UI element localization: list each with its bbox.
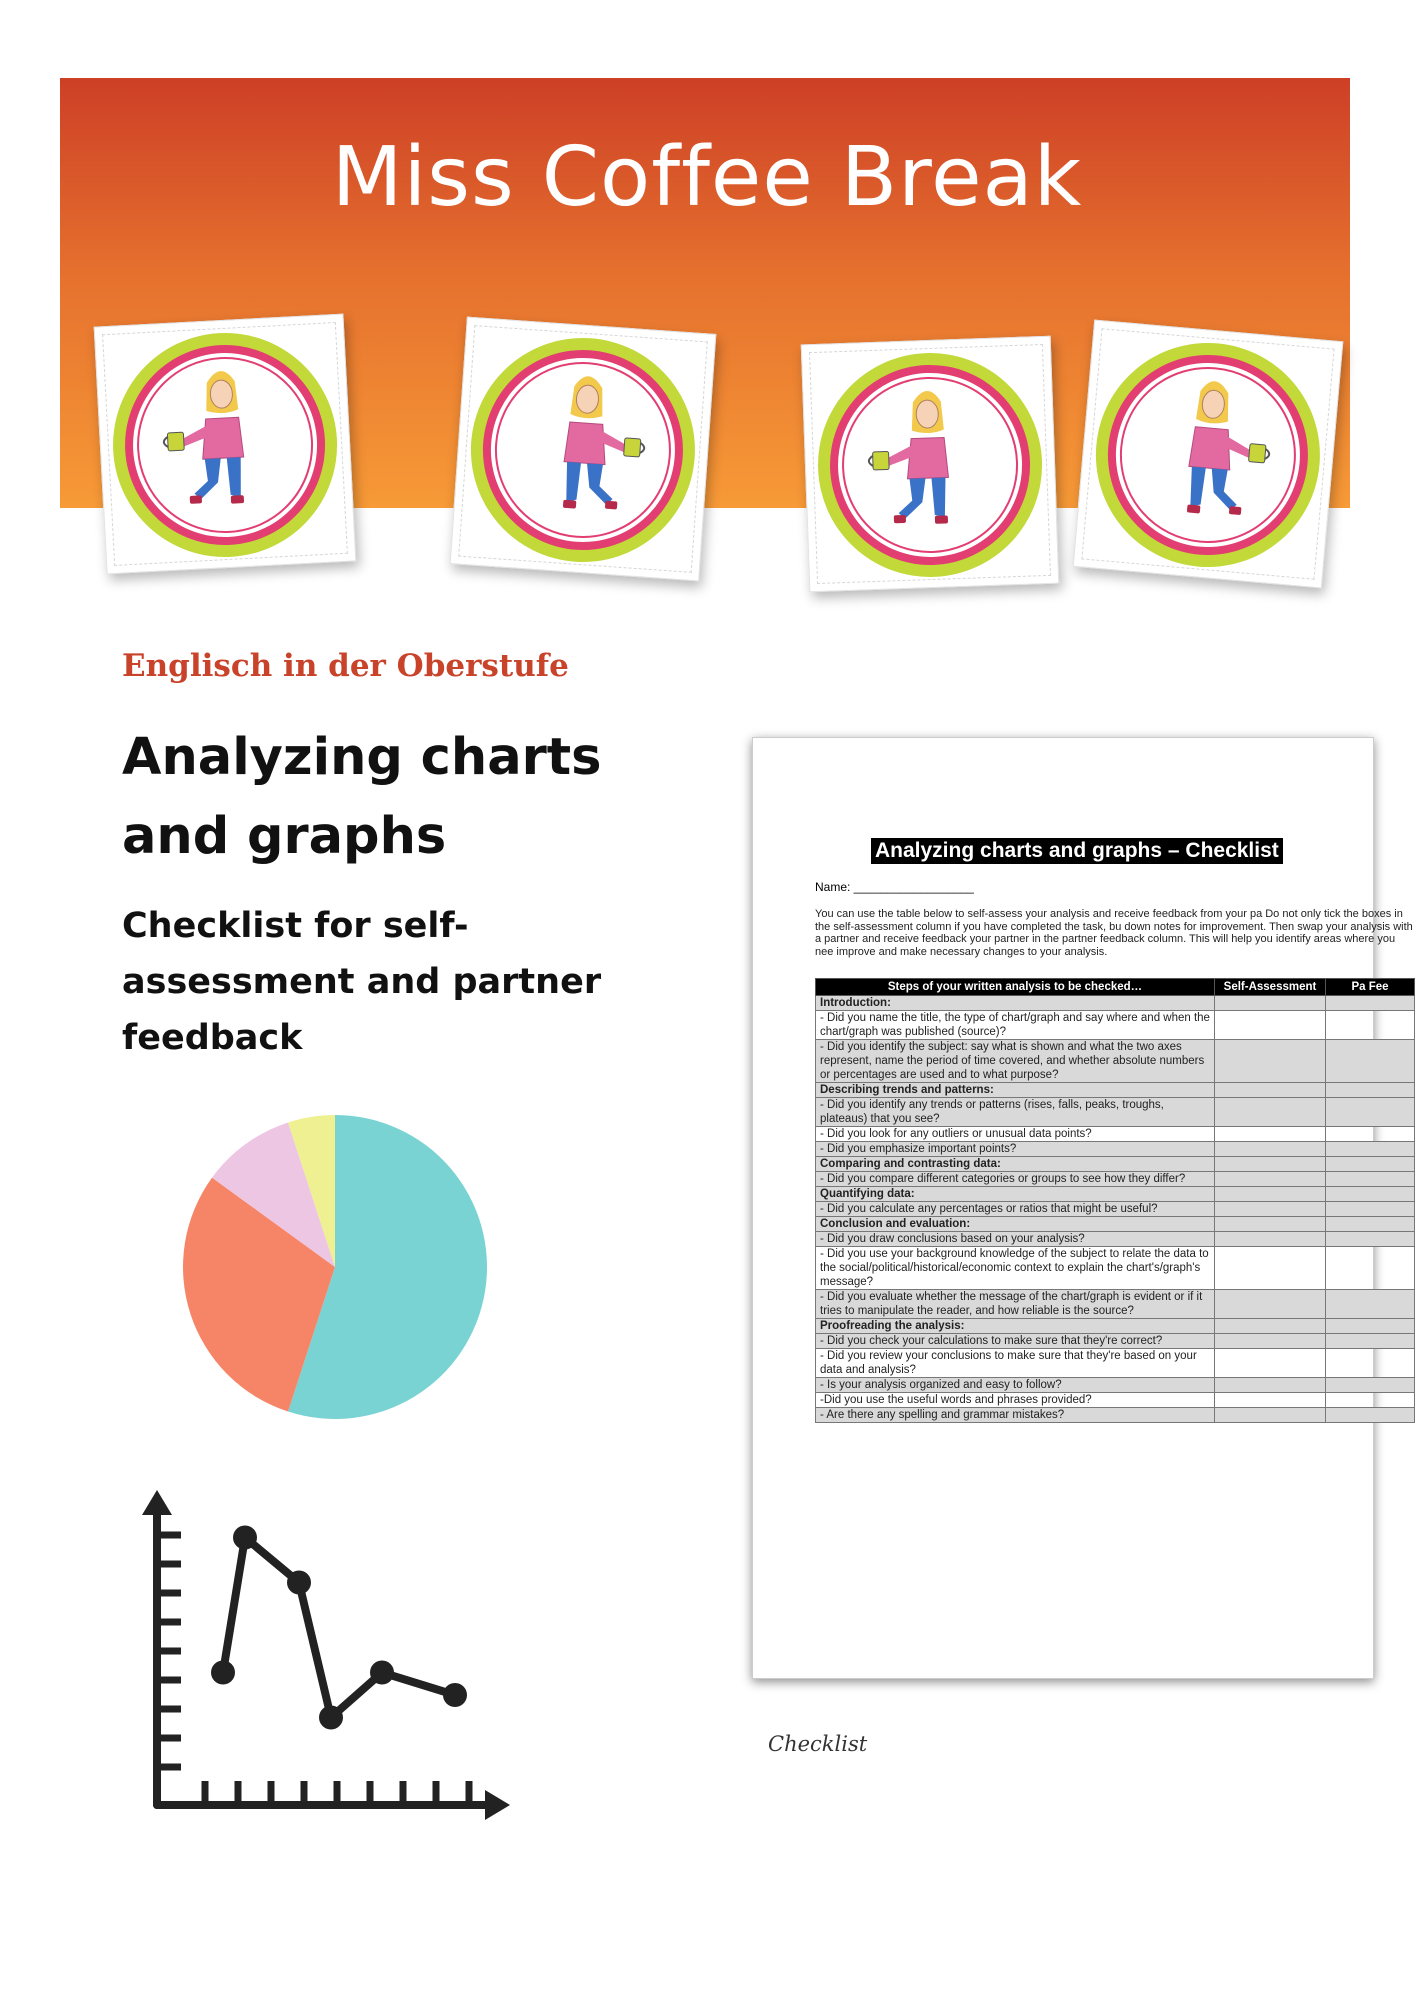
table-row [816,1232,1415,1247]
partner-feedback-cell [1326,1334,1415,1349]
self-assessment-cell [1215,1232,1326,1247]
partner-feedback-cell [1326,1217,1415,1232]
partner-feedback-cell [1326,1202,1415,1217]
checklist-table [815,978,1415,1423]
checklist-question: - Did you review your conclusions to make sure that they're based on your data and analysis? [816,1349,1215,1378]
table-section-heading: Quantifying data: [816,1187,1215,1202]
brand-title: Miss Coffee Break [331,130,1083,225]
table-row [816,996,1415,1011]
self-assessment-cell [1215,1172,1326,1187]
table-row [816,1040,1415,1083]
coffee-girl-avatar-icon [811,346,1049,584]
self-assessment-cell [1215,1011,1326,1040]
table-row [816,1202,1415,1217]
table-row [816,1217,1415,1232]
checklist-question: - Did you check your calculations to make sure that they're correct? [816,1334,1215,1349]
self-assessment-cell [1215,1127,1326,1142]
mascot-card [1073,320,1344,589]
line-chart-illustration [135,1465,525,1835]
self-assessment-cell [1215,1378,1326,1393]
partner-feedback-cell [1326,1378,1415,1393]
checklist-question: - Are there any spelling and grammar mistakes? [816,1408,1215,1423]
checklist-question: - Did you evaluate whether the message of the chart/graph is evident or if it tries to manipulate the reader, and how reliable is the source? [816,1290,1215,1319]
table-row [816,1011,1415,1040]
self-assessment-cell [1215,1202,1326,1217]
coffee-girl-avatar-icon [1083,330,1332,579]
self-assessment-cell [1215,1319,1326,1334]
checklist-question: -Did you use the useful words and phrases provided? [816,1393,1215,1408]
table-row [816,1127,1415,1142]
partner-feedback-cell [1326,1098,1415,1127]
line-point [319,1706,343,1730]
partner-feedback-cell [1326,996,1415,1011]
partner-feedback-cell [1326,1083,1415,1098]
partner-feedback-cell [1326,1232,1415,1247]
checklist-question: - Did you look for any outliers or unusual data points? [816,1127,1215,1142]
self-assessment-cell [1215,1408,1326,1423]
partner-feedback-cell [1326,1319,1415,1334]
self-assessment-cell [1215,996,1326,1011]
table-row [816,1378,1415,1393]
self-assessment-cell [1215,1098,1326,1127]
coffee-girl-avatar-icon [460,327,705,572]
page-title: Analyzing charts and graphs [122,728,602,866]
table-row [816,1334,1415,1349]
checklist-question: - Did you emphasize important points? [816,1142,1215,1157]
table-row [816,1172,1415,1187]
checklist-preview [740,725,1413,1695]
preview-intro: You can use the table below to self-assess your analysis and receive feedback from your pa Do not only tick the boxes in the self-assessment column if you have completed the task, bu down notes for improvement. Then swap your analysis with a partner and receive feedback your partner in the partner feedback column. This will help you identify areas where you nee improve and make necessary changes to your analysis. [815,908,1413,958]
subject-label: Englisch in der Oberstufe [122,648,569,684]
line-point [211,1661,235,1685]
table-section-heading: Comparing and contrasting data: [816,1157,1215,1172]
pie-chart-illustration [178,1110,493,1425]
table-row [816,1142,1415,1157]
table-row [816,1247,1415,1290]
x-axis-arrow [485,1790,510,1820]
preview-caption: Checklist [768,1732,868,1756]
line-point [233,1526,257,1550]
self-assessment-cell [1215,1187,1326,1202]
checklist-question: - Did you use your background knowledge of the subject to relate the data to the social/political/historical/economic context to explain the chart's/graph's message? [816,1247,1215,1290]
table-row [816,1349,1415,1378]
col-steps: Steps of your written analysis to be checked… [816,979,1215,996]
self-assessment-cell [1215,1217,1326,1232]
col-partner-feedback: Pa Fee [1326,979,1415,996]
line-series [223,1538,455,1718]
table-row [816,1393,1415,1408]
table-row [816,1290,1415,1319]
table-row [816,1319,1415,1334]
table-row [816,1157,1415,1172]
mascot-card [450,317,717,582]
coffee-girl-avatar-icon [104,324,346,566]
partner-feedback-cell [1326,1011,1415,1040]
partner-feedback-cell [1326,1142,1415,1157]
checklist-question: - Did you compare different categories or groups to see how they differ? [816,1172,1215,1187]
self-assessment-cell [1215,1157,1326,1172]
checklist-question: - Did you calculate any percentages or ratios that might be useful? [816,1202,1215,1217]
checklist-page [752,737,1413,1679]
preview-title: Analyzing charts and graphs – Checklist [871,838,1283,864]
partner-feedback-cell [1326,1408,1415,1423]
self-assessment-cell [1215,1349,1326,1378]
table-section-heading: Introduction: [816,996,1215,1011]
partner-feedback-cell [1326,1290,1415,1319]
table-row [816,1408,1415,1423]
col-self-assessment: Self-Assessment [1215,979,1326,996]
table-row [816,1083,1415,1098]
partner-feedback-cell [1326,1187,1415,1202]
checklist-question: - Did you draw conclusions based on your analysis? [816,1232,1215,1247]
partner-feedback-cell [1326,1172,1415,1187]
line-point [287,1571,311,1595]
self-assessment-cell [1215,1393,1326,1408]
y-axis-arrow [142,1490,172,1515]
mascot-card [94,314,357,575]
partner-feedback-cell [1326,1349,1415,1378]
line-point [370,1661,394,1685]
table-section-heading: Conclusion and evaluation: [816,1217,1215,1232]
self-assessment-cell [1215,1142,1326,1157]
self-assessment-cell [1215,1334,1326,1349]
preview-name-field: Name: __________________ [815,880,974,894]
table-row [816,1187,1415,1202]
table-header-row [816,979,1415,996]
self-assessment-cell [1215,1290,1326,1319]
partner-feedback-cell [1326,1393,1415,1408]
table-section-heading: Proofreading the analysis: [816,1319,1215,1334]
table-row [816,1098,1415,1127]
checklist-question: - Is your analysis organized and easy to follow? [816,1378,1215,1393]
mascot-card [801,336,1060,593]
table-section-heading: Describing trends and patterns: [816,1083,1215,1098]
self-assessment-cell [1215,1083,1326,1098]
self-assessment-cell [1215,1040,1326,1083]
self-assessment-cell [1215,1247,1326,1290]
page-subtitle: Checklist for self-assessment and partner feedback [122,906,602,1058]
checklist-question: - Did you name the title, the type of chart/graph and say where and when the chart/graph was published (source)? [816,1011,1215,1040]
checklist-question: - Did you identify the subject: say what is shown and what the two axes represent, name the period of time covered, and whether absolute numbers or percentages are used and to what purpose? [816,1040,1215,1083]
checklist-question: - Did you identify any trends or patterns (rises, falls, peaks, troughs, plateaus) that you see? [816,1098,1215,1127]
line-point [443,1683,467,1707]
partner-feedback-cell [1326,1157,1415,1172]
partner-feedback-cell [1326,1247,1415,1290]
partner-feedback-cell [1326,1127,1415,1142]
partner-feedback-cell [1326,1040,1415,1083]
